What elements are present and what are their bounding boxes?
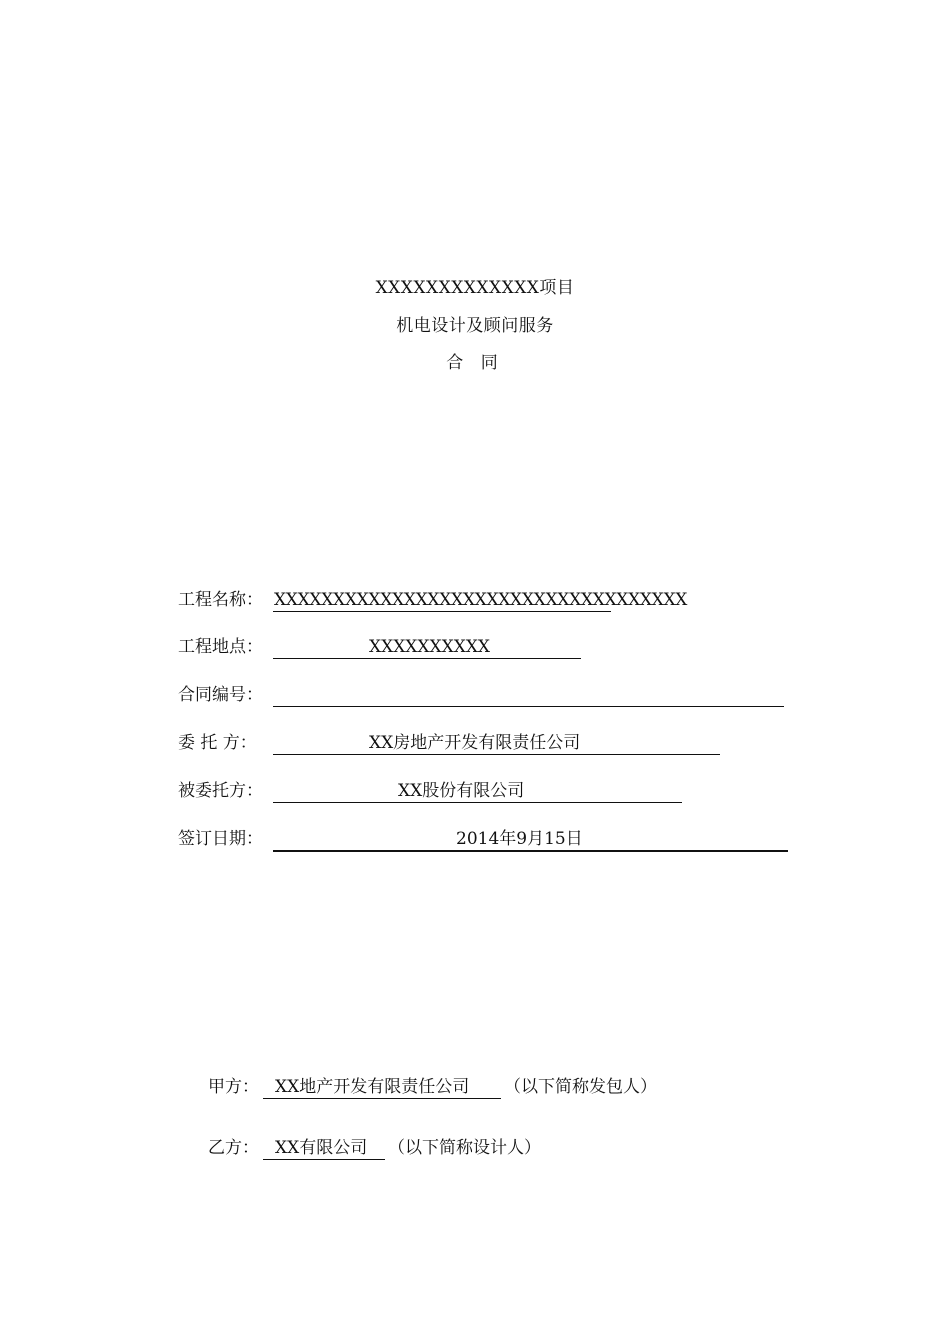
signing-date-label: 签订日期： [178, 829, 263, 849]
party-b-name-line [263, 1135, 385, 1160]
service-title: 机电设计及顾问服务 [396, 316, 554, 336]
party-b-note: （以下简称设计人） [388, 1138, 541, 1158]
party-b-name: XX有限公司 [275, 1138, 368, 1158]
client-value: XX房地产开发有限责任公司 [369, 733, 581, 753]
project-name-label: 工程名称： [178, 590, 263, 610]
contractor-value: XX股份有限公司 [398, 781, 525, 801]
signing-date-value-line [273, 826, 788, 852]
signing-date-value: 2014年9月15日 [456, 829, 583, 849]
contract-number-label: 合同编号： [178, 685, 263, 705]
project-location-value: XXXXXXXXXX [369, 637, 491, 657]
contract-title: 合 同 [446, 353, 504, 373]
client-label: 委 托 方： [178, 733, 257, 753]
party-a-name: XX地产开发有限责任公司 [275, 1077, 470, 1097]
contractor-value-line [273, 778, 682, 803]
party-a-label: 甲方： [208, 1077, 259, 1097]
contractor-label: 被委托方： [178, 781, 263, 801]
party-b-label: 乙方： [208, 1138, 259, 1158]
contract-number-value-line [273, 682, 784, 707]
party-a-name-line [263, 1074, 501, 1099]
project-name-value: XXXXXXXXXXXXXXXXXXXXXXXXXXXXXXXXXXX [274, 590, 688, 610]
project-location-label: 工程地点： [178, 637, 263, 657]
project-location-value-line [273, 634, 581, 659]
party-a-note: （以下简称发包人） [504, 1077, 657, 1097]
project-name-value-line [273, 587, 688, 612]
project-title: XXXXXXXXXXXXX项目 [375, 278, 575, 298]
client-value-line [273, 730, 720, 755]
